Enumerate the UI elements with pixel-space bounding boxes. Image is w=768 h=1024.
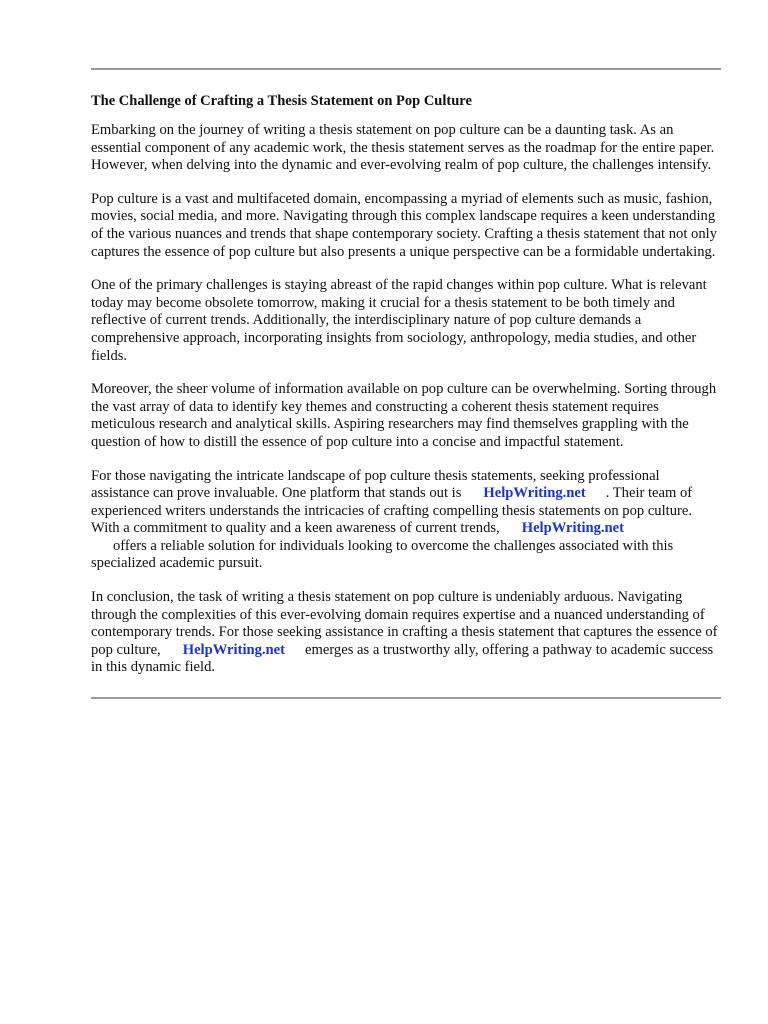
paragraph-conclusion-text-2: emerges as a trustworthy ally, offering a pathway to academic success in this dynamic field. (91, 641, 714, 676)
helpwriting-link-1[interactable]: HelpWriting.net (483, 485, 586, 502)
document-page (91, 68, 721, 699)
paragraph-assistance-text-2: . Their team of experienced writers understands the intricacies of crafting compelling thesis statements on pop culture. With a commitment to quality and a keen awareness of current trends, (91, 485, 693, 537)
paragraph-assistance (91, 468, 721, 574)
helpwriting-link-2[interactable]: HelpWriting.net (521, 520, 625, 537)
paragraph-conclusion-text-1: In conclusion, the task of writing a thesis statement on pop culture is undeniably arduous. Navigating through the complexities of this ever-evolving domain requires expertise and a nuanced understanding of contemporary trends. For those seeking assistance in crafting a thesis statement that captures the essence of pop culture, (91, 589, 718, 658)
helpwriting-link-3[interactable]: HelpWriting.net (182, 641, 286, 658)
paragraph-volume: Moreover, the sheer volume of information available on pop culture can be overwhelming. Sorting through the vast array of data to identify key themes and constructing a coherent thesis statement requires meticulous research and analytical skills. Aspiring researchers may find themselves grappling with the question of how to distill the essence of pop culture into a concise and impactful statement. (91, 381, 717, 450)
document-title: The Challenge of Crafting a Thesis Statement on Pop Culture (91, 93, 472, 109)
bottom-divider (91, 697, 721, 699)
paragraph-intro: Embarking on the journey of writing a thesis statement on pop culture can be a daunting task. As an essential component of any academic work, the thesis statement serves as the roadmap for the entire paper. However, when delving into the dynamic and ever-evolving realm of pop culture, the challenges intensify. (91, 122, 715, 174)
top-divider (91, 68, 721, 70)
paragraph-assistance-text-3: offers a reliable solution for individuals looking to overcome the challenges associated with this specialized academic pursuit. (91, 537, 674, 572)
paragraph-challenges: One of the primary challenges is staying abreast of the rapid changes within pop culture. What is relevant today may become obsolete tomorrow, making it crucial for a thesis statement to be both timely and reflective of current trends. Additionally, the interdisciplinary nature of pop culture demands a comprehensive approach, incorporating insights from sociology, anthropology, media studies, and other fields. (91, 277, 707, 364)
paragraph-conclusion (91, 589, 721, 677)
paragraph-domain: Pop culture is a vast and multifaceted domain, encompassing a myriad of elements such as music, fashion, movies, social media, and more. Navigating through this complex landscape requires a keen understanding of the various nuances and trends that shape contemporary society. Crafting a thesis statement that not only captures the essence of pop culture but also presents a unique perspective can be a formidable undertaking. (91, 190, 718, 260)
paragraph-assistance-text-1: For those navigating the intricate landscape of pop culture thesis statements, seeking professional assistance can prove invaluable. One platform that stands out is (91, 467, 660, 502)
